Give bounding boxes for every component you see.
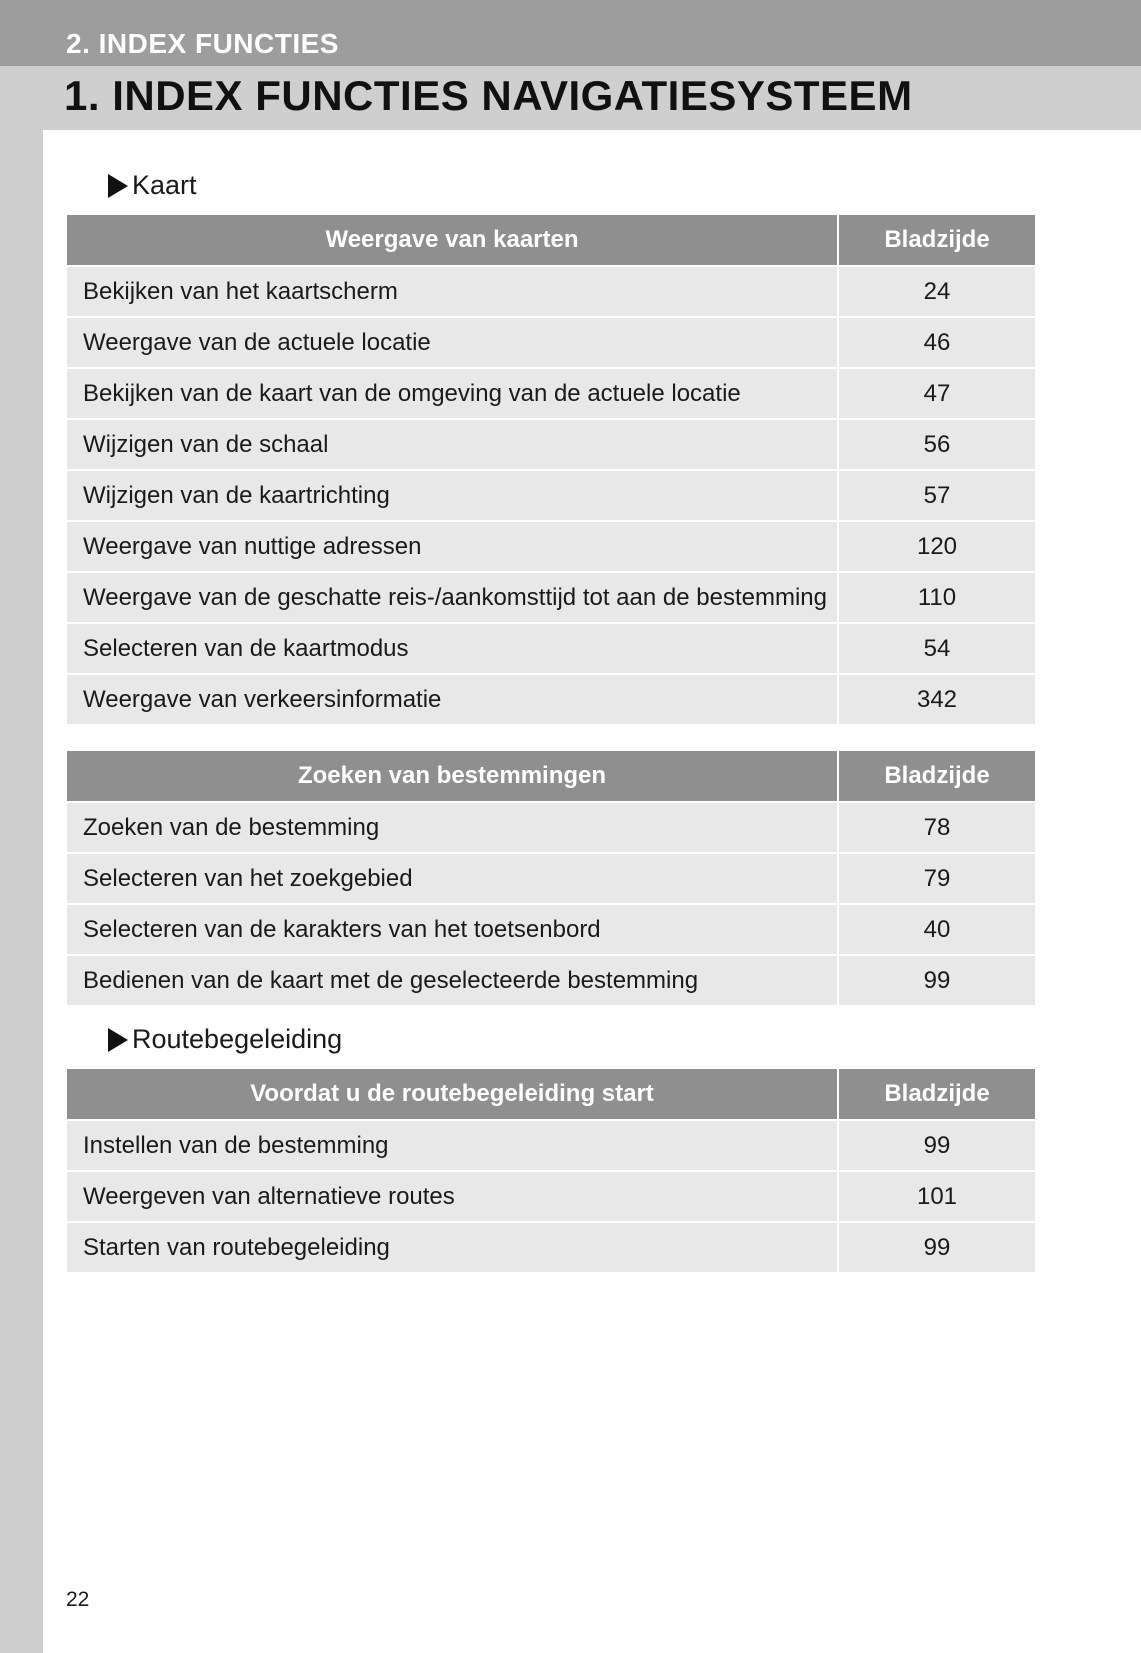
row-page: 99 [838, 1222, 1035, 1272]
table-row [67, 1120, 1035, 1171]
row-label: Weergave van nuttige adressen [67, 521, 838, 572]
play-triangle-icon [108, 174, 128, 198]
table-row [67, 317, 1035, 368]
table-row [67, 1222, 1035, 1272]
row-label: Instellen van de bestemming [67, 1120, 838, 1171]
table-row [67, 904, 1035, 955]
row-page: 54 [838, 623, 1035, 674]
table-row [67, 802, 1035, 853]
index-table-routebegeleiding [67, 1069, 1035, 1272]
row-label: Weergave van de actuele locatie [67, 317, 838, 368]
row-label: Weergeven van alternatieve routes [67, 1171, 838, 1222]
section-heading-routebegeleiding [108, 1024, 342, 1055]
column-header-page: Bladzijde [838, 215, 1035, 266]
row-page: 57 [838, 470, 1035, 521]
row-page: 24 [838, 266, 1035, 317]
row-label: Selecteren van de kaartmodus [67, 623, 838, 674]
row-label: Zoeken van de bestemming [67, 802, 838, 853]
table-header-row [67, 215, 1035, 266]
table-row [67, 572, 1035, 623]
row-page: 79 [838, 853, 1035, 904]
row-page: 110 [838, 572, 1035, 623]
row-page: 99 [838, 955, 1035, 1005]
row-label: Weergave van de geschatte reis-/aankomsttijd tot aan de bestemming [67, 572, 838, 623]
table-row [67, 419, 1035, 470]
row-page: 47 [838, 368, 1035, 419]
table-row [67, 674, 1035, 724]
column-header-topic: Zoeken van bestemmingen [67, 751, 838, 802]
row-label: Starten van routebegeleiding [67, 1222, 838, 1272]
table-row [67, 368, 1035, 419]
page-title: 1. INDEX FUNCTIES NAVIGATIESYSTEEM [64, 72, 913, 119]
column-header-page: Bladzijde [838, 751, 1035, 802]
row-label: Wijzigen van de kaartrichting [67, 470, 838, 521]
row-page: 99 [838, 1120, 1035, 1171]
row-page: 56 [838, 419, 1035, 470]
row-page: 120 [838, 521, 1035, 572]
row-label: Bedienen van de kaart met de geselecteerde bestemming [67, 955, 838, 1005]
section-heading-label: Kaart [132, 170, 197, 200]
index-table-zoeken-bestemmingen [67, 751, 1035, 1005]
row-label: Selecteren van de karakters van het toetsenbord [67, 904, 838, 955]
index-table-weergave-kaarten [67, 215, 1035, 724]
section-label: 2. INDEX FUNCTIES [66, 28, 339, 59]
play-triangle-icon [108, 1028, 128, 1052]
table-row [67, 521, 1035, 572]
row-label: Bekijken van de kaart van de omgeving van de actuele locatie [67, 368, 838, 419]
row-page: 46 [838, 317, 1035, 368]
table-row [67, 470, 1035, 521]
table-row [67, 266, 1035, 317]
column-header-page: Bladzijde [838, 1069, 1035, 1120]
section-heading-label: Routebegeleiding [132, 1024, 343, 1054]
row-page: 40 [838, 904, 1035, 955]
row-label: Weergave van verkeersinformatie [67, 674, 838, 724]
section-heading-kaart [108, 170, 197, 201]
column-header-topic: Voordat u de routebegeleiding start [67, 1069, 838, 1120]
row-page: 342 [838, 674, 1035, 724]
table-header-row [67, 751, 1035, 802]
table-row [67, 955, 1035, 1005]
row-page: 101 [838, 1171, 1035, 1222]
table-row [67, 1171, 1035, 1222]
left-margin-bar [0, 130, 43, 1653]
row-label: Selecteren van het zoekgebied [67, 853, 838, 904]
row-label: Wijzigen van de schaal [67, 419, 838, 470]
table-row [67, 853, 1035, 904]
row-label: Bekijken van het kaartscherm [67, 266, 838, 317]
row-page: 78 [838, 802, 1035, 853]
table-row [67, 623, 1035, 674]
table-header-row [67, 1069, 1035, 1120]
column-header-topic: Weergave van kaarten [67, 215, 838, 266]
page-number: 22 [66, 1588, 90, 1611]
